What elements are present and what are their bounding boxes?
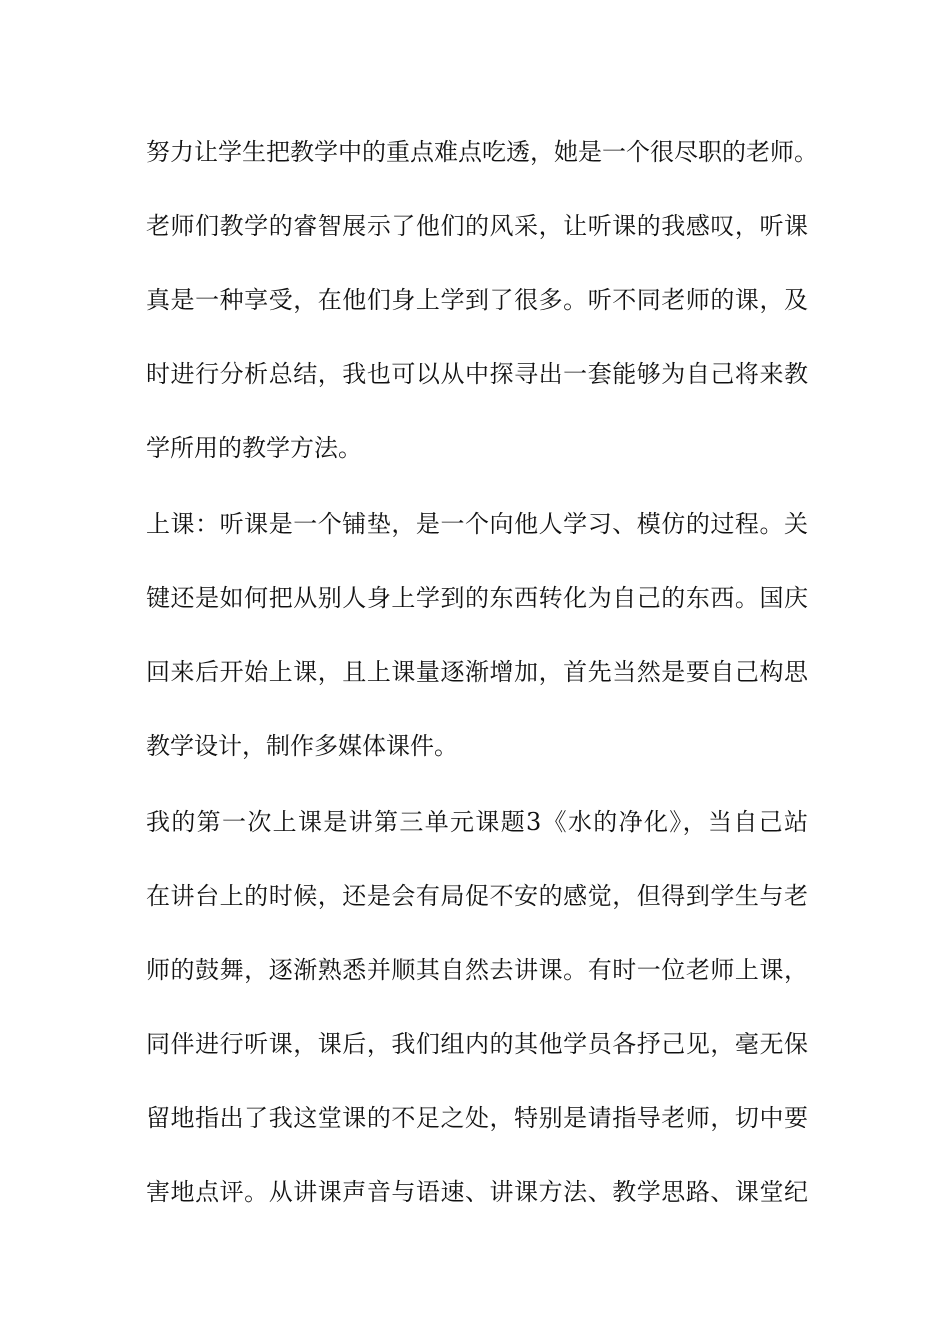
text-line-12: 师的鼓舞，逐渐熟悉并顺其自然去讲课。有时一位老师上课， — [146, 956, 808, 984]
text-line-13: 同伴进行听课，课后，我们组内的其他学员各抒己见，毫无保 — [146, 1030, 808, 1058]
text-line-4: 时进行分析总结，我也可以从中探寻出一套能够为自己将来教 — [146, 360, 808, 388]
text-line-15: 害地点评。从讲课声音与语速、讲课方法、教学思路、课堂纪 — [146, 1178, 808, 1206]
text-line-8: 回来后开始上课，且上课量逐渐增加，首先当然是要自己构思 — [146, 658, 808, 686]
text-line-7: 键还是如何把从别人身上学到的东西转化为自己的东西。国庆 — [146, 584, 808, 612]
text-line-5: 学所用的教学方法。 — [146, 434, 362, 462]
text-line-14: 留地指出了我这堂课的不足之处，特别是请指导老师，切中要 — [146, 1104, 808, 1132]
text-line-9: 教学设计，制作多媒体课件。 — [146, 732, 458, 760]
text-line-11: 在讲台上的时候，还是会有局促不安的感觉，但得到学生与老 — [146, 882, 808, 910]
text-line-3: 真是一种享受，在他们身上学到了很多。听不同老师的课，及 — [146, 286, 808, 314]
text-line-6: 上课：听课是一个铺垫，是一个向他人学习、模仿的过程。关 — [146, 510, 808, 538]
text-line-2: 老师们教学的睿智展示了他们的风采，让听课的我感叹，听课 — [146, 212, 808, 240]
text-line-10: 我的第一次上课是讲第三单元课题3《水的净化》，当自己站 — [146, 808, 808, 836]
text-line-1: 努力让学生把教学中的重点难点吃透，她是一个很尽职的老师。 — [146, 138, 818, 166]
